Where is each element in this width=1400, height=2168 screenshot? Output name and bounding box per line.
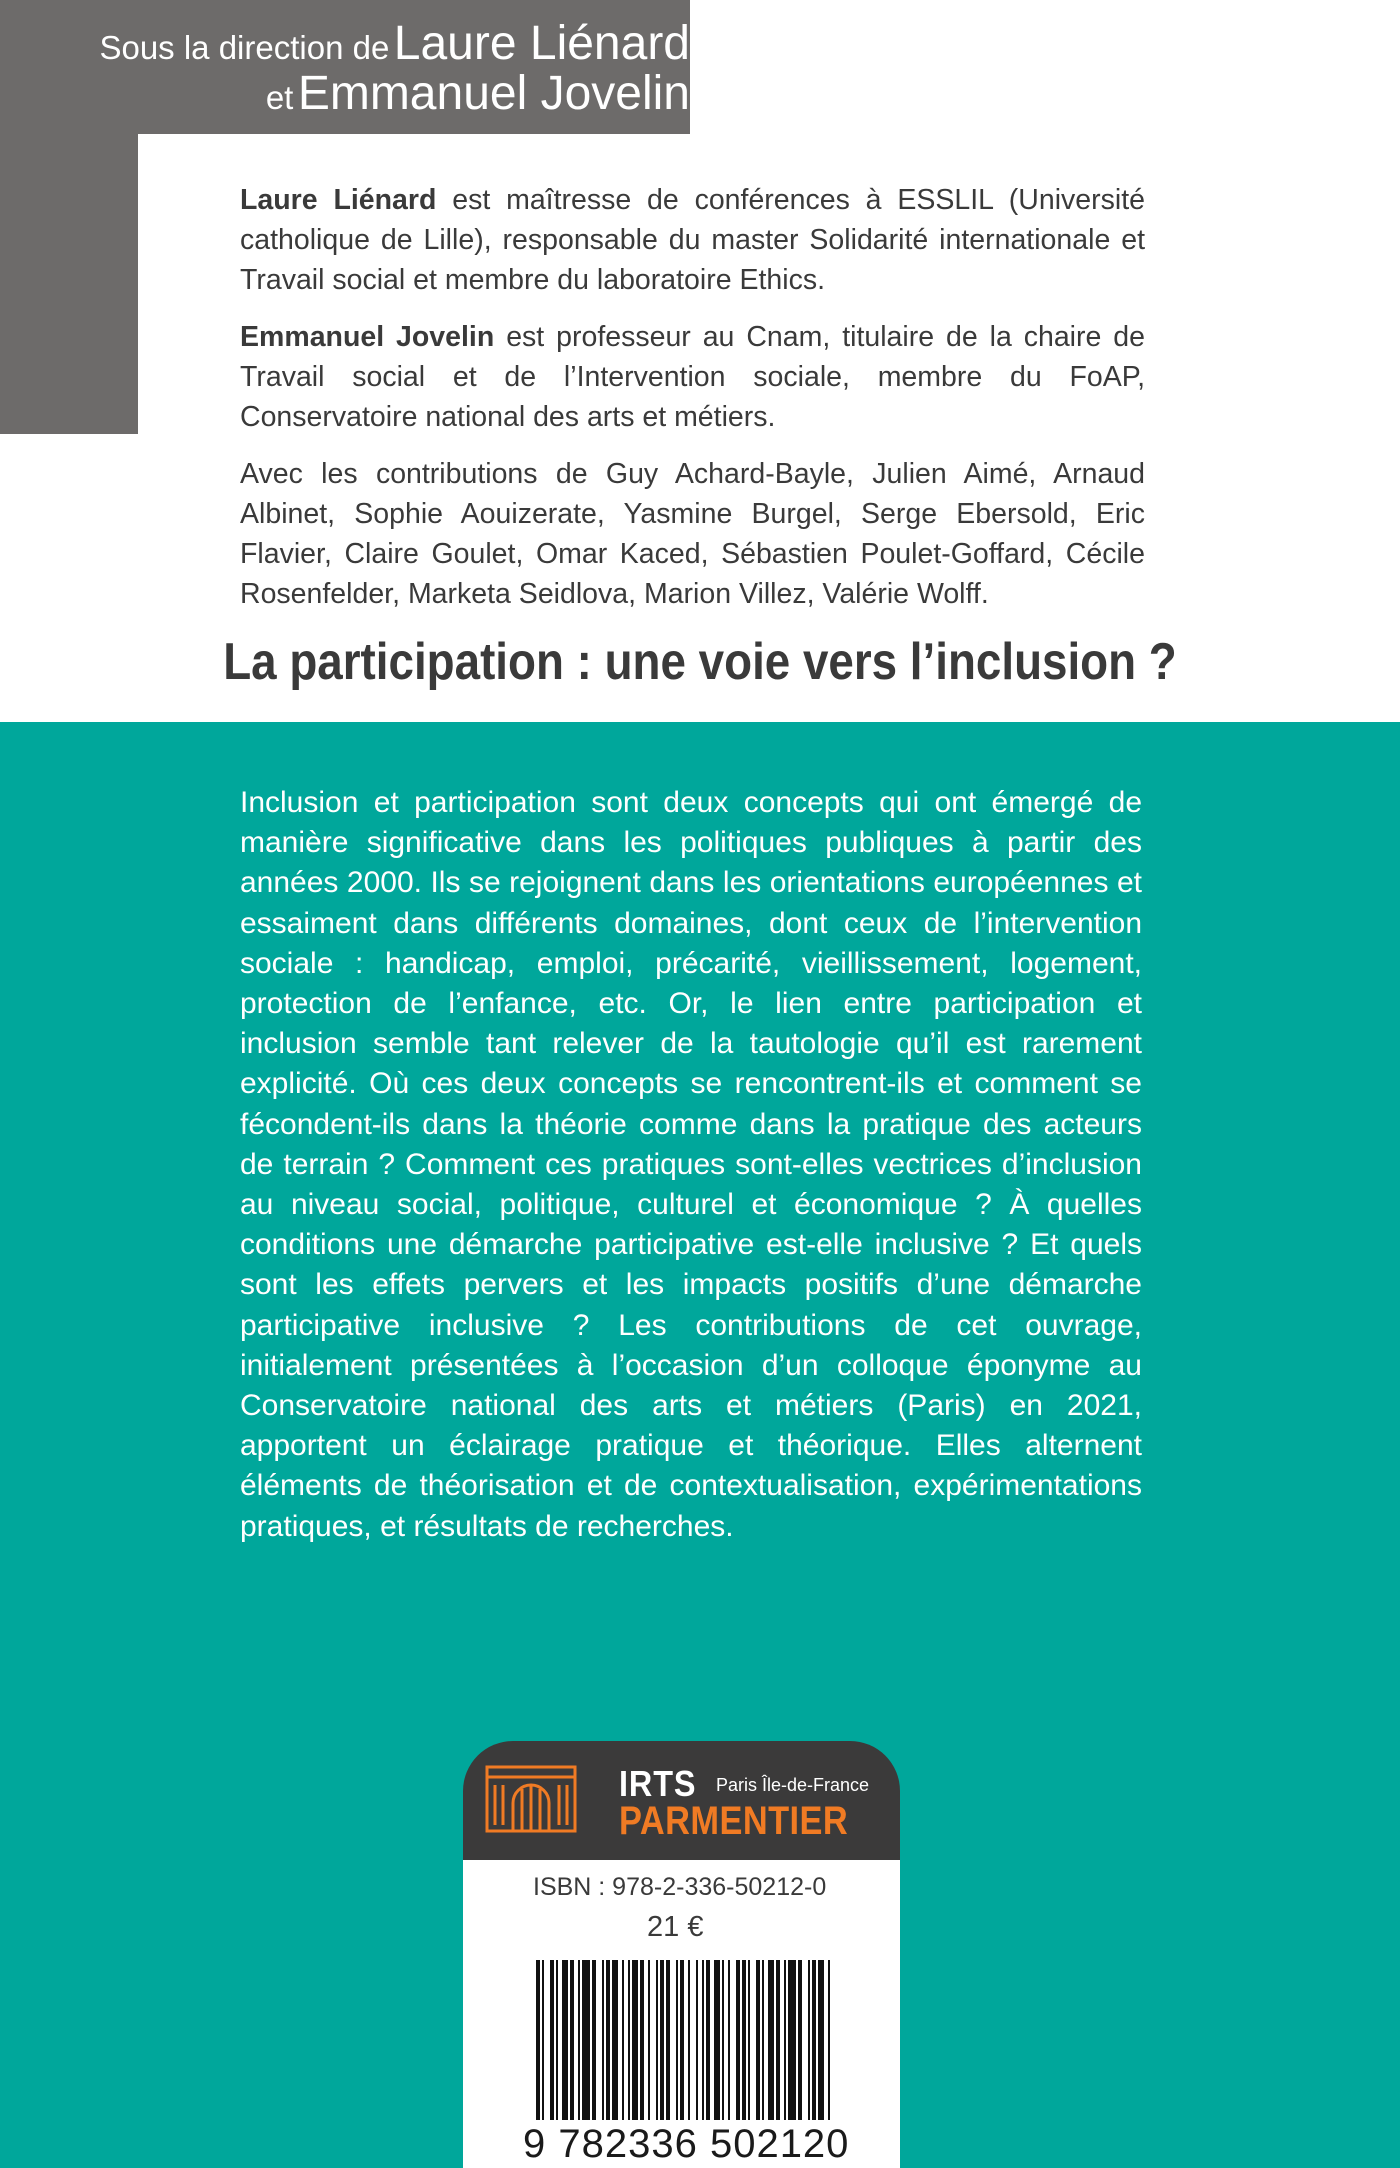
barcode-bar (562, 1960, 568, 2120)
barcode-bar (748, 1960, 750, 2120)
barcode-bar (582, 1960, 590, 2120)
bio-1 (240, 180, 1145, 300)
barcode-bar (776, 1960, 780, 2120)
barcode-bar (550, 1960, 554, 2120)
isbn: ISBN : 978-2-336-50212-0 (533, 1873, 827, 1901)
barcode-bar (676, 1960, 678, 2120)
editor-2-name: Emmanuel Jovelin (297, 67, 690, 120)
bio-1-name: Laure Liénard (240, 184, 437, 216)
barcode-bar (556, 1960, 558, 2120)
barcode-bar (602, 1960, 604, 2120)
barcode-digits: 9 782336 502120 (523, 2122, 850, 2166)
barcode-bar (812, 1960, 816, 2120)
barcode-bar (706, 1960, 710, 2120)
barcode-bar (612, 1960, 618, 2120)
barcode-bar (722, 1960, 724, 2120)
bio-2 (240, 317, 1145, 437)
barcode-bar (762, 1960, 764, 2120)
barcode-bar (768, 1960, 774, 2120)
barcode-bar (680, 1960, 684, 2120)
barcode-bar (648, 1960, 650, 2120)
bio-2-name: Emmanuel Jovelin (240, 321, 495, 353)
barcode-panel (463, 1860, 900, 2168)
barcode-bar (656, 1960, 658, 2120)
book-summary: Inclusion et participation sont deux concepts qui ont émergé de manière significative dans les politiques publiques à partir des années 2000. Ils se rejoignent dans les orientations européennes et essaiment dans différents domaines, dont ceux de l’intervention sociale : handicap, emploi, précarité, vieillissement, logement, protection de l’enfance, etc. Or, le lien entre participation et inclusion semble tant relever de la tautologie qu’il est rarement explicité. Où ces deux concepts se rencontrent-ils et comment se fécondent-ils dans la théorie comme dans la pratique des acteurs de terrain ? Comment ces pratiques sont-elles vectrices d’inclusion au niveau social, politique, culturel et économique ? À quelles conditions une démarche participative est-elle inclusive ? Et quels sont les effets pervers et les impacts positifs d’une démarche participative inclusive ? Les contributions de cet ouvrage, initialement présentées à l’occasion d’un colloque éponyme au Conservatoire national des arts et métiers (Paris) en 2021, apportent un éclairage pratique et théorique. Elles alternent éléments de théorisation et de contextualisation, expérimentations pratiques, et résultats de recherches. (240, 786, 1142, 1543)
barcode-bar (828, 1960, 830, 2120)
author-bios (240, 180, 1145, 631)
publisher-location: Paris Île-de-France (716, 1775, 870, 1795)
bio-1-text: est maîtresse de conférences à ESSLIL (Université catholique de Lille), responsable du master Solidarité internationale et Travail social et membre du laboratoire Ethics. (240, 184, 1145, 296)
barcode-bar (756, 1960, 760, 2120)
gate-icon (485, 1759, 577, 1834)
publisher-name-1: IRTS (619, 1763, 697, 1804)
barcode-bar (702, 1960, 704, 2120)
barcode-bar (666, 1960, 670, 2120)
contributors: Avec les contributions de Guy Achard-Bayle, Julien Aimé, Arnaud Albinet, Sophie Aouizerate, Yasmine Burgel, Serge Ebersold, Eric Flavier, Claire Goulet, Omar Kaced, Sébastien Poulet-Goffard, Cécile Rosenfelder, Marketa Seidlova, Marion Villez, Valérie Wolff. (240, 458, 1145, 610)
price: 21 € (647, 1911, 704, 1943)
barcode-bar (714, 1960, 720, 2120)
barcode-bar (570, 1960, 574, 2120)
barcode-bar (640, 1960, 644, 2120)
barcode-bar (696, 1960, 698, 2120)
barcode-bar (788, 1960, 796, 2120)
barcode-bar (728, 1960, 730, 2120)
barcode-bar (808, 1960, 810, 2120)
editors-prefix: Sous la direction de (99, 29, 390, 66)
barcode-bar (784, 1960, 786, 2120)
editors-block (99, 14, 690, 118)
book-title: La participation : une voie vers l’inclusion ? (223, 633, 1177, 691)
barcode-bar (632, 1960, 638, 2120)
barcode-bar (660, 1960, 664, 2120)
barcode-bar (536, 1960, 540, 2120)
publisher-logo (463, 1741, 900, 1860)
side-band (0, 134, 138, 434)
bio-2-text: est professeur au Cnam, titulaire de la chaire de Travail social et de l’Intervention sociale, membre du FoAP, Conservatoire national des arts et métiers. (240, 321, 1145, 433)
barcode-bar (742, 1960, 746, 2120)
barcode-bar (606, 1960, 610, 2120)
barcode-bar (622, 1960, 624, 2120)
barcode-bar (628, 1960, 630, 2120)
barcode-bar (818, 1960, 824, 2120)
barcode-bar (578, 1960, 580, 2120)
barcode-bar (688, 1960, 690, 2120)
publisher-name-2: PARMENTIER (619, 1799, 849, 1843)
barcode (536, 1960, 836, 2128)
barcode-bar (736, 1960, 740, 2120)
barcode-bar (592, 1960, 596, 2120)
barcode-bar (542, 1960, 544, 2120)
editor-1-name: Laure Liénard (393, 17, 690, 70)
editors-conj: et (265, 79, 294, 116)
barcode-bar (798, 1960, 802, 2120)
